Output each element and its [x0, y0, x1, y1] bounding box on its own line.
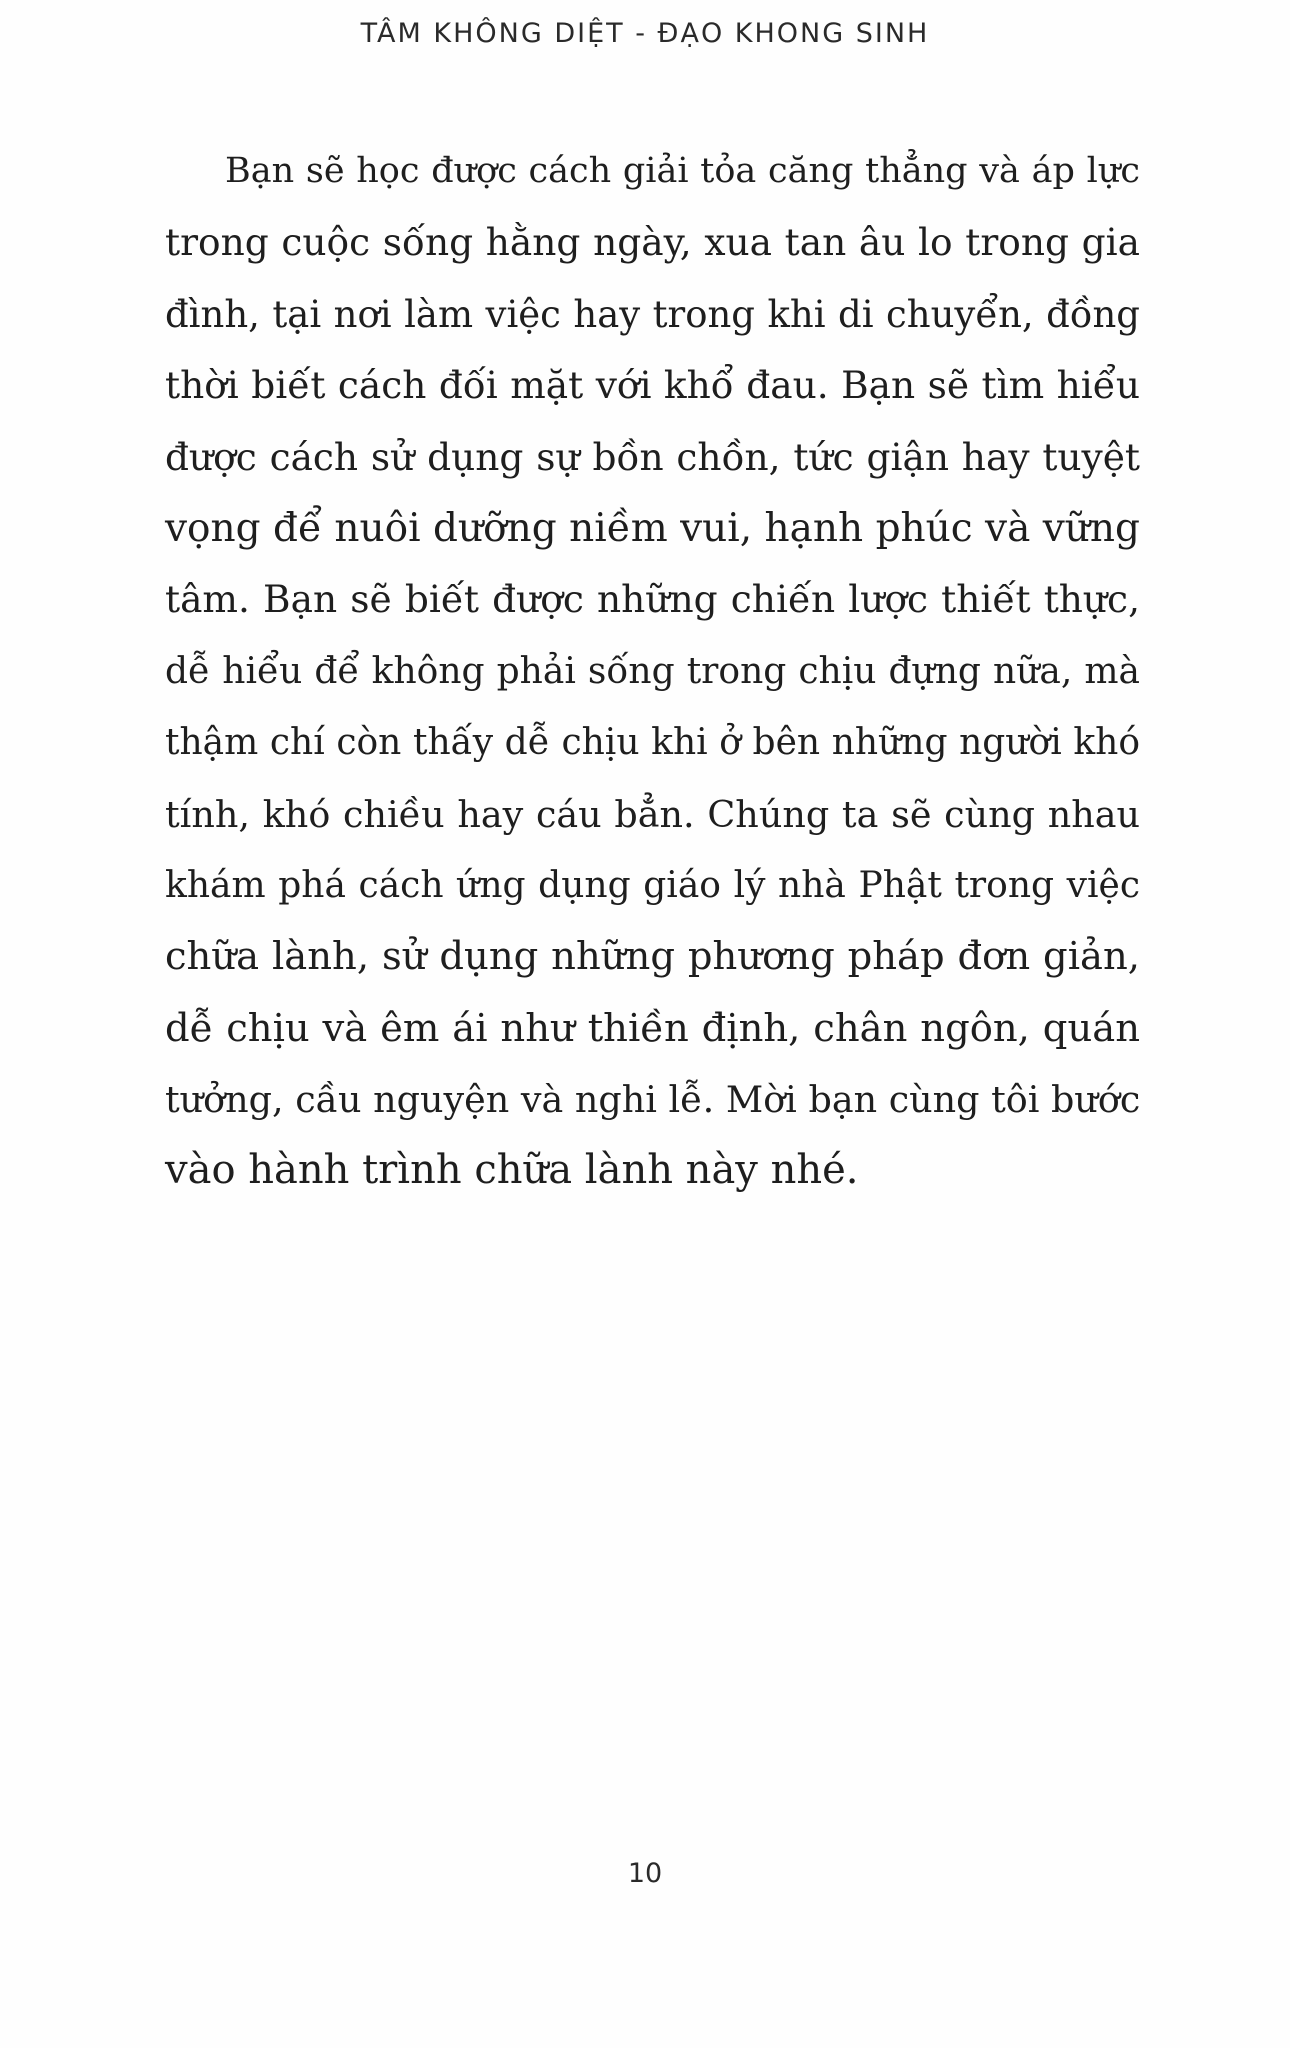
text-line: vào hành trình chữa lành này nhé. — [165, 1147, 859, 1194]
text-line: khám phá cách ứng dụng giáo lý nhà Phật trong việc — [165, 864, 1140, 906]
text-line: vọng để nuôi dưỡng niềm vui, hạnh phúc và vững — [165, 505, 1140, 551]
text-line: dễ hiểu để không phải sống trong chịu đựng nữa, mà — [165, 650, 1140, 692]
text-line: đình, tại nơi làm việc hay trong khi di chuyển, đồng — [165, 292, 1140, 336]
text-line: tâm. Bạn sẽ biết được những chiến lược thiết thực, — [165, 577, 1140, 622]
page-number: 10 — [627, 1858, 663, 1889]
text-line: tính, khó chiều hay cáu bẳn. Chúng ta sẽ cùng nhau — [165, 792, 1140, 836]
text-line: thời biết cách đối mặt với khổ đau. Bạn sẽ tìm hiểu — [165, 363, 1140, 408]
text-line: chữa lành, sử dụng những phương pháp đơn giản, — [165, 934, 1140, 980]
text-line: Bạn sẽ học được cách giải tỏa căng thẳng và áp lực — [225, 151, 1140, 191]
running-header: TÂM KHÔNG DIỆT - ĐẠO KHONG SINH — [360, 18, 930, 49]
text-line: được cách sử dụng sự bồn chồn, tức giận hay tuyệt — [165, 434, 1140, 479]
body-paragraph — [165, 136, 1140, 1207]
text-line: thậm chí còn thấy dễ chịu khi ở bên những người khó — [165, 722, 1140, 764]
text-line: dễ chịu và êm ái như thiền định, chân ngôn, quán — [165, 1005, 1140, 1051]
text-line: trong cuộc sống hằng ngày, xua tan âu lo trong gia — [165, 220, 1140, 265]
text-line: tưởng, cầu nguyện và nghi lễ. Mời bạn cùng tôi bước — [165, 1078, 1141, 1122]
